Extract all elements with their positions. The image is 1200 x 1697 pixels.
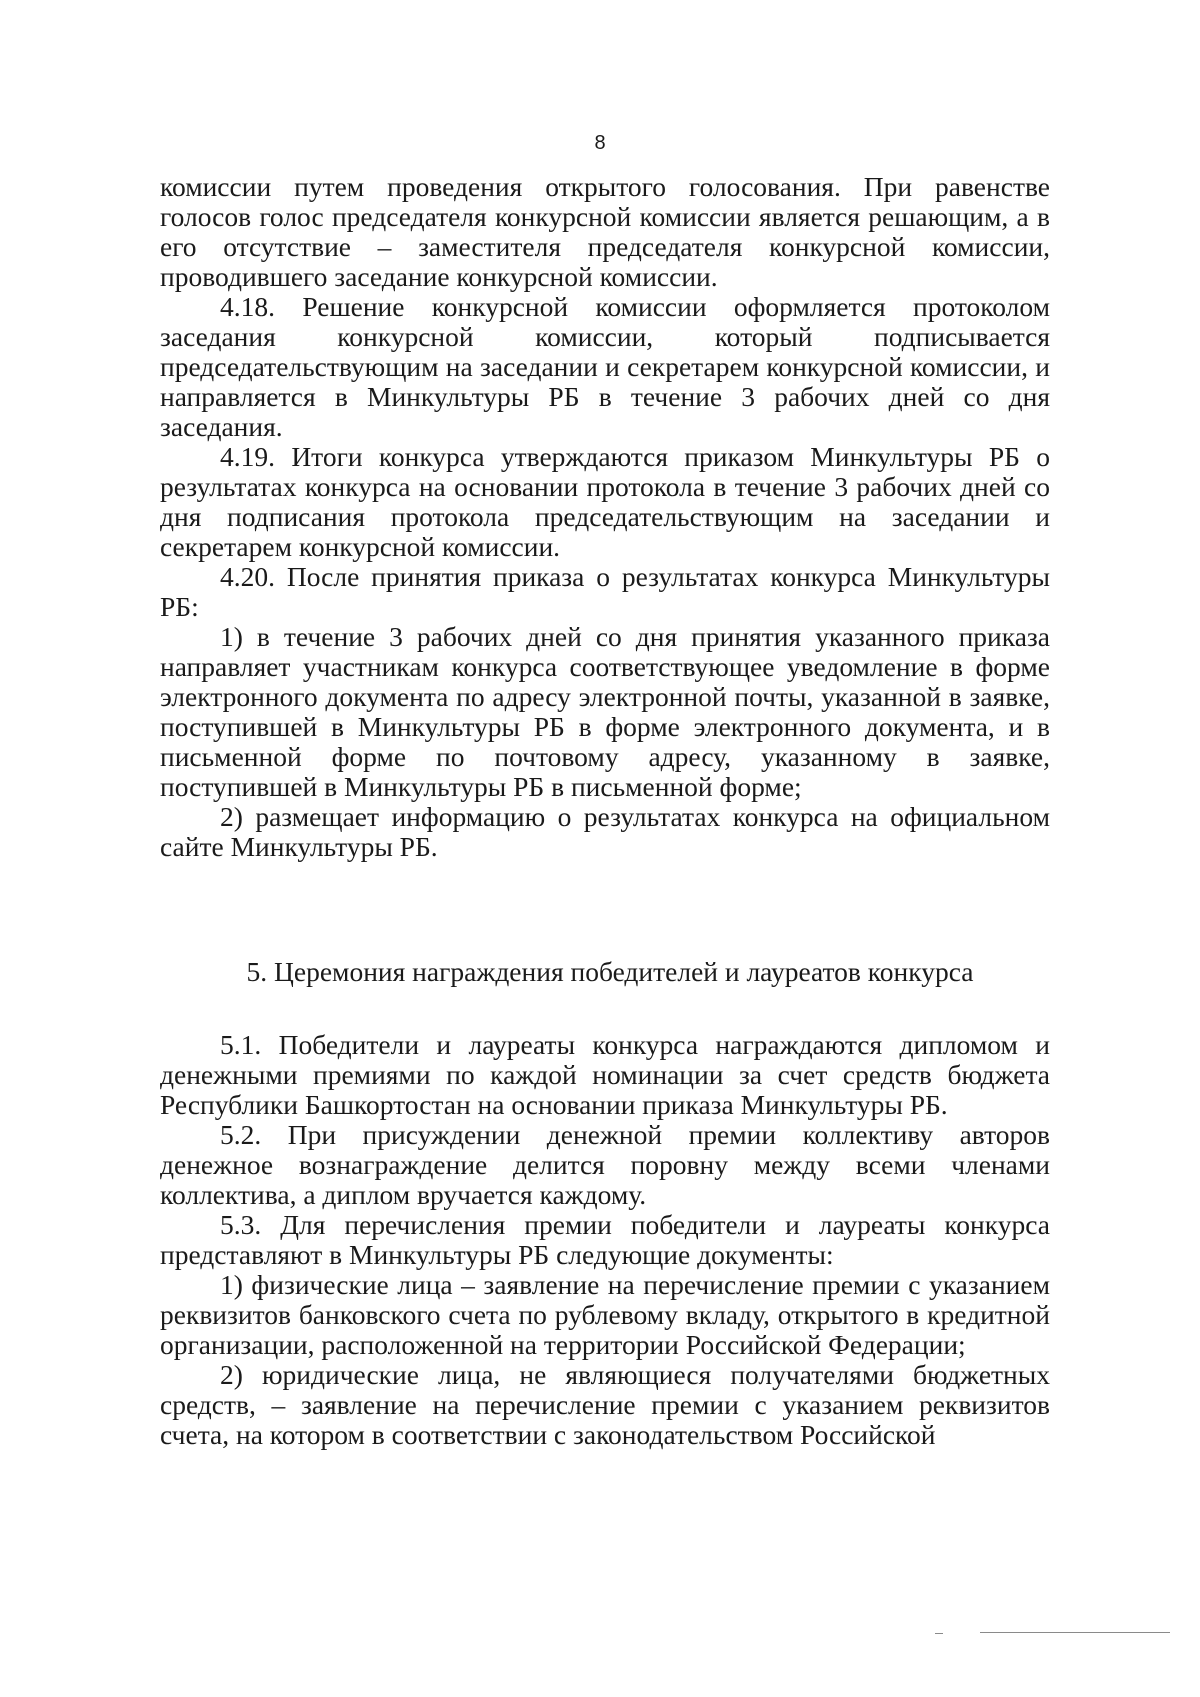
paragraph: комиссии путем проведения открытого голосования. При равенстве голосов голос председателя конкурсной комиссии является решающим, а в его отсутствие – заместителя председателя конкурсной комиссии, проводившего заседание конкурсной комиссии. [160, 171, 1050, 292]
paragraph-5-1: 5.1. Победители и лауреаты конкурса награждаются дипломом и денежными премиями по каждой номинации за счет средств бюджета Республики Башкортостан на основании приказа Минкультуры РБ. [160, 1029, 1050, 1120]
paragraph-5-2: 5.2. При присуждении денежной премии коллективу авторов денежное вознаграждение делится поровну между всеми членами коллектива, а диплом вручается каждому. [160, 1119, 1050, 1210]
scan-artifact-line [980, 1632, 1170, 1633]
text-block-section-5 [160, 1030, 1050, 1450]
paragraph-5-3: 5.3. Для перечисления премии победители и лауреаты конкурса представляют в Минкультуры РБ следующие документы: [160, 1209, 1050, 1270]
section-title: 5. Церемония награждения победителей и лауреатов конкурса [246, 956, 974, 987]
paragraph-4-19: 4.19. Итоги конкурса утверждаются приказом Минкультуры РБ о результатах конкурса на основании протокола в течение 3 рабочих дней со дня подписания протокола председательствующим на заседании и секретарем конкурсной комиссии. [160, 441, 1050, 562]
page-number: 8 [594, 132, 606, 154]
scan-artifact-dot [935, 1633, 943, 1634]
paragraph-4-20-item-2: 2) размещает информацию о результатах конкурса на официальном сайте Минкультуры РБ. [160, 801, 1050, 862]
paragraph-5-3-item-2: 2) юридические лица, не являющиеся получателями бюджетных средств, – заявление на перечисление премии с указанием реквизитов счета, на котором в соответствии с законодательством Российской [160, 1359, 1050, 1450]
paragraph-5-3-item-1: 1) физические лица – заявление на перечисление премии с указанием реквизитов банковского счета по рублевому вкладу, открытого в кредитной организации, расположенной на территории Российской Федерации; [160, 1269, 1050, 1360]
text-block-section-4 [160, 172, 1050, 862]
paragraph-4-20: 4.20. После принятия приказа о результатах конкурса Минкультуры РБ: [160, 561, 1050, 622]
paragraph-4-20-item-1: 1) в течение 3 рабочих дней со дня принятия указанного приказа направляет участникам конкурса соответствующее уведомление в форме электронного документа по адресу электронной почты, указанной в заявке, поступившей в Минкультуры РБ в форме электронного документа, и в письменной форме по почтовому адресу, указанному в заявке, поступившей в Минкультуры РБ в письменной форме; [160, 621, 1050, 802]
paragraph-4-18: 4.18. Решение конкурсной комиссии оформляется протоколом заседания конкурсной комиссии, который подписывается председательствующим на заседании и секретарем конкурсной комиссии, и направляется в Минкультуры РБ в течение 3 рабочих дней со дня заседания. [160, 291, 1050, 442]
